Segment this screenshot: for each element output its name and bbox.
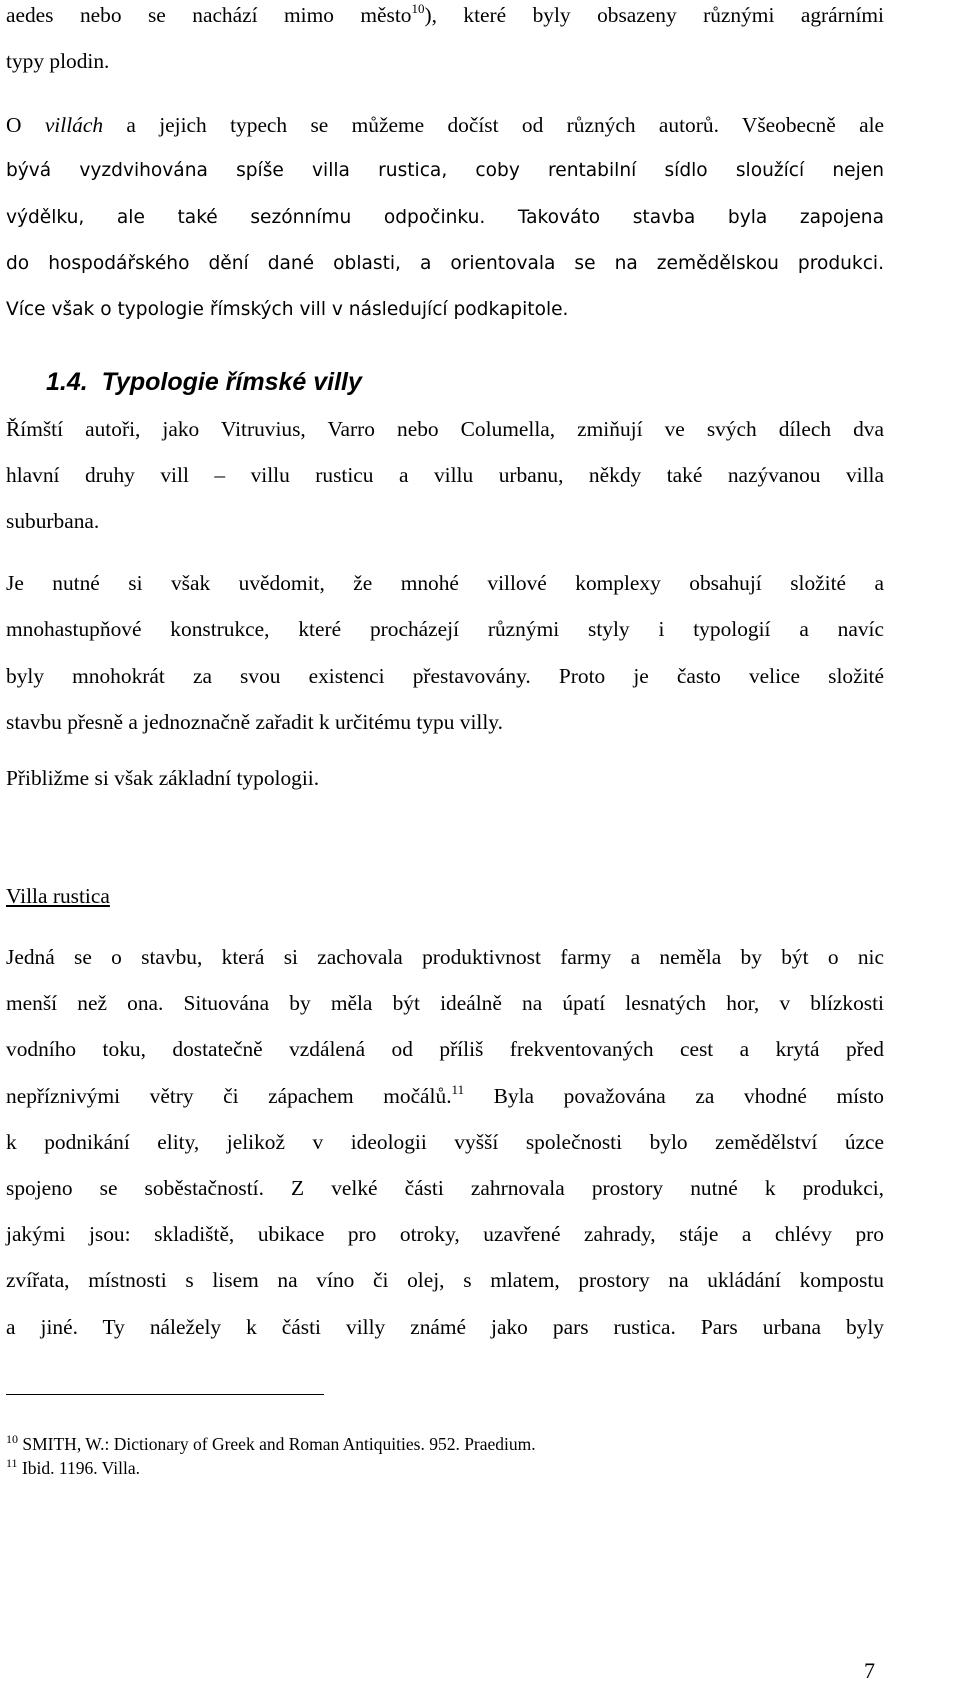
paragraph-line: vodního toku, dostatečně vzdálená od příliš frekventovaných cest a krytá před [6,1037,884,1061]
paragraph-line: suburbana. [6,509,100,533]
paragraph-line: a jiné. Ty náležely k části villy známé jako pars rustica. Pars urbana byly [6,1315,884,1339]
footnote: $^{10}$ SMITH, W.: Dictionary of Greek and Roman Antiquities. 952. Praedium. [6,1432,536,1454]
paragraph-line: jakými jsou: skladiště, ubikace pro otroky, uzavřené zahrady, stáje a chlévy pro [6,1222,884,1246]
footnote-separator [6,1394,324,1395]
page-number: 7 [864,1658,875,1683]
footnote: $^{11}$ Ibid. 1196. Villa. [6,1456,140,1478]
paragraph-line: zvířata, místnosti s lisem na víno či olej, s mlatem, prostory na ukládání kompostu [6,1268,884,1292]
paragraph-line: typy plodin. [6,49,110,73]
paragraph-line: spojeno se soběstačností. Z velké části zahrnovala prostory nutné k produkci, [6,1176,884,1200]
section-heading: 1.4. Typologie římské villy [46,368,362,396]
paragraph-line: nepříznivými větry či zápachem močálů.$^{11}$ Byla považována za vhodné místo [6,1082,884,1108]
paragraph-line: hlavní druhy vill – villu rusticu a villu urbanu, někdy také nazývanou villa [6,463,884,487]
paragraph-line: Přibližme si však základní typologii. [6,766,320,790]
paragraph-line: Více však o typologie římských vill v následující podkapitole. [6,299,569,320]
paragraph-line: stavbu přesně a jednoznačně zařadit k určitému typu villy. [6,710,503,734]
paragraph-line: výdělku, ale také sezónnímu odpočinku. Takováto stavba byla zapojena [6,207,884,228]
paragraph-line: Je nutné si však uvědomit, že mnohé villové komplexy obsahují složité a [6,571,884,595]
paragraph-line: mnohastupňové konstrukce, které procházejí různými styly i typologií a navíc [6,617,884,641]
paragraph-line: Římští autoři, jako Vitruvius, Varro nebo Columella, zmiňují ve svých dílech dva [6,417,884,441]
paragraph-line: menší než ona. Situována by měla být ideálně na úpatí lesnatých hor, v blízkosti [6,991,884,1015]
paragraph-line: k podnikání elity, jelikož v ideologii vyšší společnosti bylo zemědělství úzce [6,1130,884,1154]
paragraph-line: byly mnohokrát za svou existenci přestavovány. Proto je často velice složité [6,664,884,688]
paragraph-line: O villách a jejich typech se můžeme dočíst od různých autorů. Všeobecně ale [6,113,885,137]
footnote-reference[interactable]: 11 [451,1082,465,1097]
paragraph-line: aedes nebo se nachází mimo město$^{10}$), které byly obsazeny různými agrárními [6,1,884,27]
footnote-reference[interactable]: 10 [411,1,425,16]
subsection-heading: Villa rustica [6,884,110,908]
paragraph-line: bývá vyzdvihována spíše villa rustica, coby rentabilní sídlo sloužící nejen [6,160,884,181]
paragraph-line: do hospodářského dění dané oblasti, a orientovala se na zemědělskou produkci. [6,253,884,274]
paragraph-line: Jedná se o stavbu, která si zachovala produktivnost farmy a neměla by být o nic [6,945,884,969]
